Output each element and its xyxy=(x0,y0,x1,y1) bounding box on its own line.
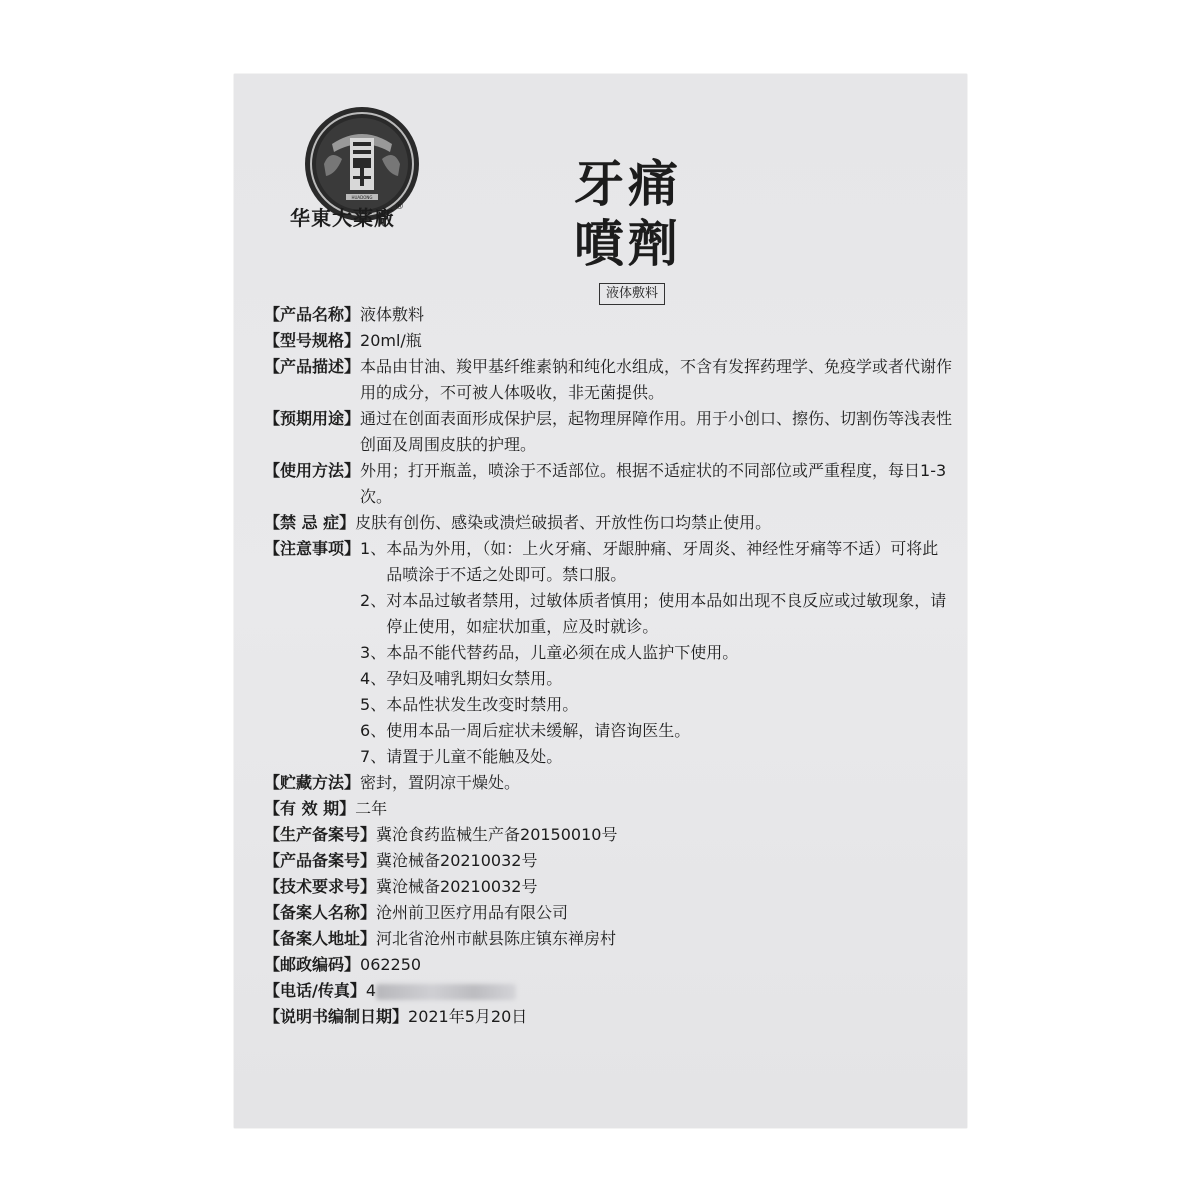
spec-value: 本品由甘油、羧甲基纤维素钠和纯化水组成，不含有发挥药理学、免疫学或者代谢作用的成分，不可被人体吸收，非无菌提供。 xyxy=(360,357,953,402)
spec-row xyxy=(264,510,954,536)
note-text: 使用本品一周后症状未缓解，请咨询医生。 xyxy=(386,721,691,740)
spec-value: 沧州前卫医疗用品有限公司 xyxy=(376,903,569,922)
note-item xyxy=(360,692,954,718)
spec-row xyxy=(264,770,954,796)
note-number: 7、 xyxy=(360,747,387,766)
spec-label: 【产品名称】 xyxy=(264,305,361,324)
spec-value: 皮肤有创伤、感染或溃烂破损者、开放性伤口均禁止使用。 xyxy=(355,513,772,532)
spec-value: 河北省沧州市献县陈庄镇东禅房村 xyxy=(376,929,617,948)
note-number: 3、 xyxy=(360,643,387,662)
spec-value: 冀沧械备20210032号 xyxy=(376,877,538,896)
spec-row xyxy=(264,354,954,406)
note-item xyxy=(360,666,954,692)
spec-value: 外用；打开瓶盖，喷涂于不适部位。根据不适症状的不同部位或严重程度，每日1-3次。 xyxy=(360,461,947,506)
note-text: 请置于儿童不能触及处。 xyxy=(386,747,563,766)
spec-row xyxy=(264,458,954,510)
seal-text: HUADONG xyxy=(351,195,373,200)
title-line-1: 牙痛 xyxy=(574,154,682,213)
note-item xyxy=(360,718,954,744)
spec-label: 【技术要求号】 xyxy=(264,877,377,896)
spec-row xyxy=(264,952,954,978)
spec-label: 【预期用途】 xyxy=(264,409,361,428)
title-line-2: 噴劑 xyxy=(574,214,682,273)
note-text: 孕妇及哺乳期妇女禁用。 xyxy=(386,669,563,688)
spec-value: 二年 xyxy=(355,799,388,818)
spec-row xyxy=(264,406,954,458)
date-row xyxy=(264,1004,954,1030)
brand-name xyxy=(290,202,405,231)
spec-label: 【生产备案号】 xyxy=(264,825,377,844)
note-number: 6、 xyxy=(360,721,387,740)
spec-label: 【贮藏方法】 xyxy=(264,773,361,792)
note-text: 本品不能代替药品，儿童必须在成人监护下使用。 xyxy=(386,643,739,662)
spec-row xyxy=(264,328,954,354)
spec-label: 【型号规格】 xyxy=(264,331,361,350)
note-text: 本品性状发生改变时禁用。 xyxy=(386,695,579,714)
registered-mark: ® xyxy=(395,202,405,212)
note-item xyxy=(360,588,954,640)
spec-value: 062250 xyxy=(360,955,422,974)
notes-row xyxy=(264,536,954,770)
phone-visible-prefix: 4 xyxy=(365,981,377,1000)
instruction-sheet xyxy=(234,74,967,1128)
note-item xyxy=(360,744,954,770)
spec-label: 【使用方法】 xyxy=(264,461,361,480)
note-text: 本品为外用，（如：上火牙痛、牙龈肿痛、牙周炎、神经性牙痛等不适）可将此品喷涂于不适之处即可。禁口服。 xyxy=(386,539,939,584)
phone-value xyxy=(366,978,954,1004)
spec-list xyxy=(264,302,954,1030)
spec-value: 液体敷料 xyxy=(360,305,425,324)
spec-row xyxy=(264,796,954,822)
spec-label: 【产品描述】 xyxy=(264,357,361,376)
spec-value: 冀沧械备20210032号 xyxy=(376,851,538,870)
notes-label: 【注意事项】 xyxy=(264,539,361,558)
note-number: 5、 xyxy=(360,695,387,714)
phone-label: 【电话/传真】 xyxy=(264,981,366,1000)
date-value: 2021年5月20日 xyxy=(408,1007,528,1026)
spec-value: 冀沧食药监械生产备20150010号 xyxy=(376,825,618,844)
spec-label: 【产品备案号】 xyxy=(264,851,377,870)
spec-label: 【备案人名称】 xyxy=(264,903,377,922)
redacted-phone-blur xyxy=(376,984,516,1000)
spec-value: 密封，置阴凉干燥处。 xyxy=(360,773,521,792)
spec-value: 通过在创面表面形成保护层，起物理屏障作用。用于小创口、擦伤、切割伤等浅表性创面及周围皮肤的护理。 xyxy=(360,409,953,454)
spec-label: 【邮政编码】 xyxy=(264,955,361,974)
spec-label: 【备案人地址】 xyxy=(264,929,377,948)
spec-value: 20ml/瓶 xyxy=(360,331,422,350)
date-label: 【说明书编制日期】 xyxy=(264,1007,409,1026)
note-number: 2、 xyxy=(360,591,387,610)
spec-row xyxy=(264,926,954,952)
note-item xyxy=(360,536,954,588)
spec-label: 【禁 忌 症】 xyxy=(264,513,356,532)
product-title xyxy=(574,154,682,274)
phone-row xyxy=(264,978,954,1004)
note-number: 1、 xyxy=(360,539,387,558)
spec-row xyxy=(264,302,954,328)
spec-row xyxy=(264,900,954,926)
spec-row xyxy=(264,848,954,874)
spec-label: 【有 效 期】 xyxy=(264,799,356,818)
note-text: 对本品过敏者禁用，过敏体质者慎用；使用本品如出现不良反应或过敏现象，请停止使用，如症状加重，应及时就诊。 xyxy=(386,591,947,636)
brand-name-text: 华東大薬廠 xyxy=(290,206,395,230)
notes-list xyxy=(360,536,954,770)
product-type-tag: 液体敷料 xyxy=(599,283,665,305)
note-number: 4、 xyxy=(360,669,387,688)
note-item xyxy=(360,640,954,666)
spec-row xyxy=(264,822,954,848)
spec-row xyxy=(264,874,954,900)
